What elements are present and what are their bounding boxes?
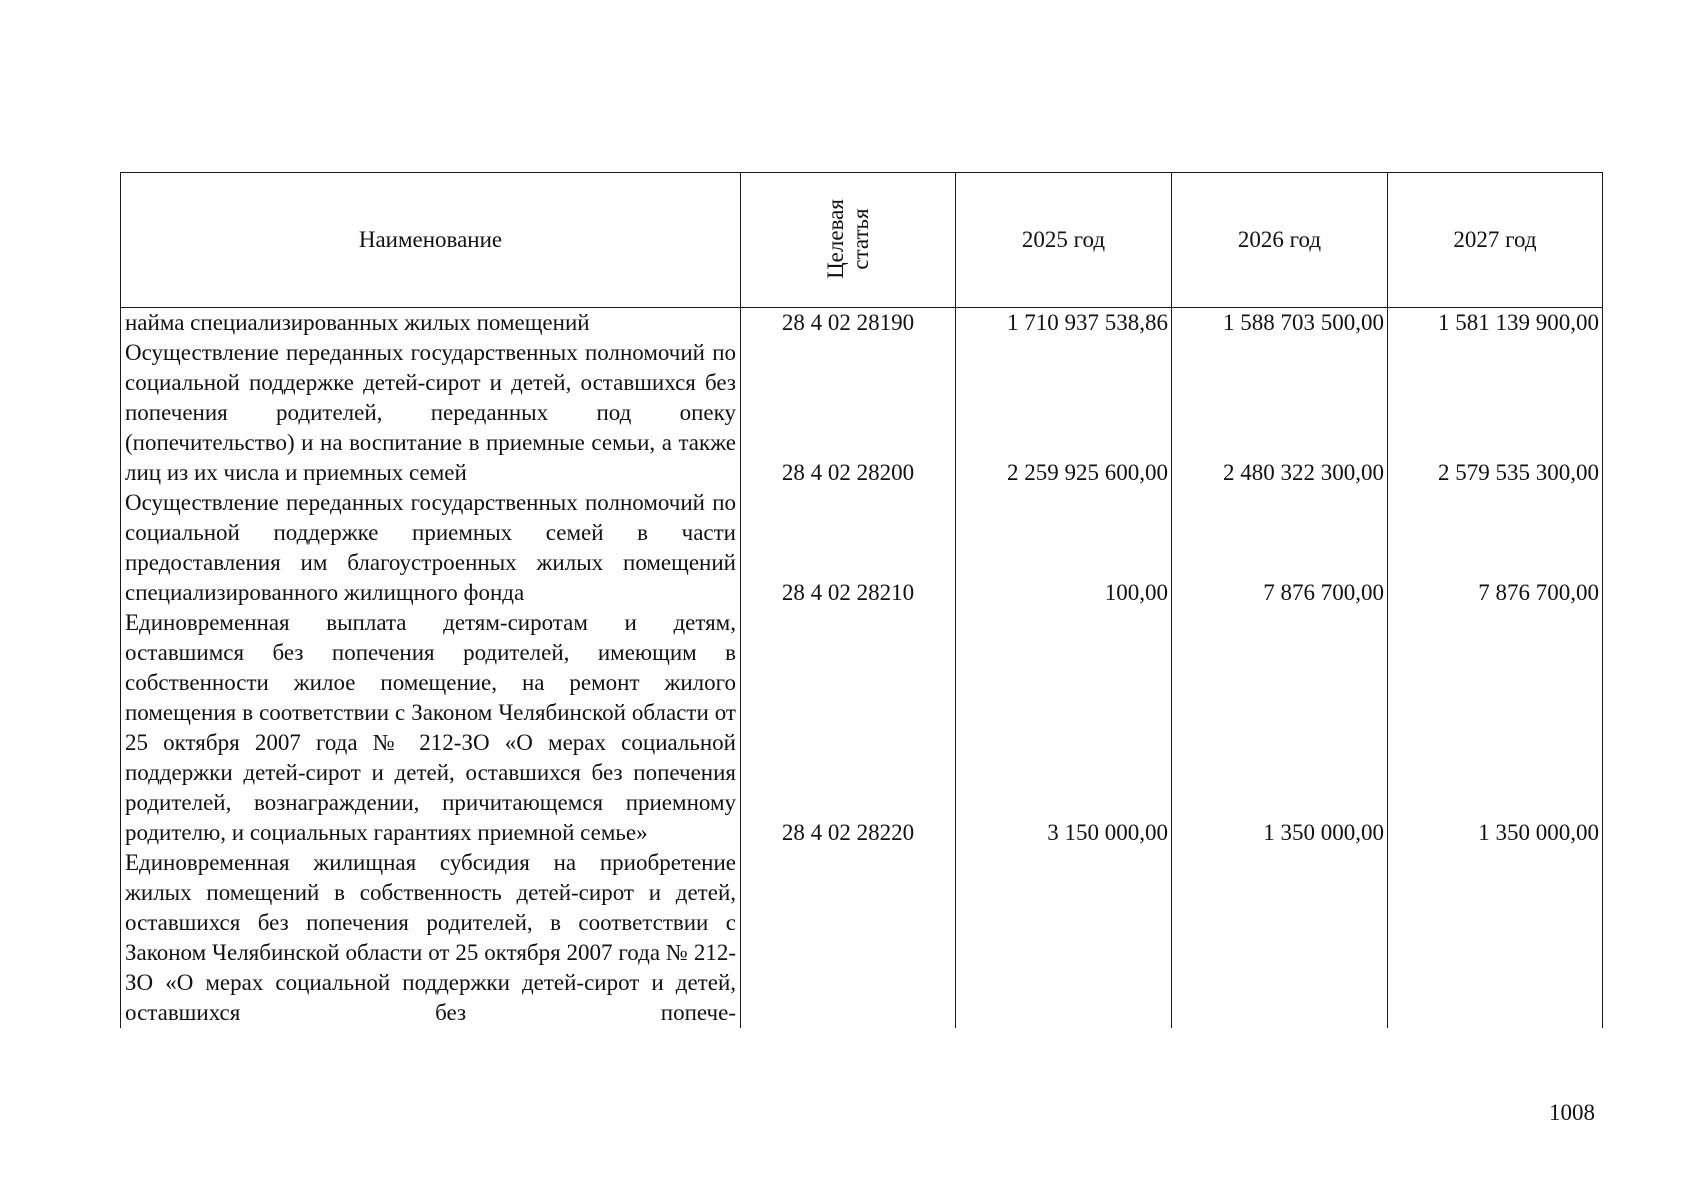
row-name: найма специализированных жилых помещений [121,308,741,339]
budget-table [120,172,1603,1028]
row-amount-2025: 100,00 [956,488,1172,608]
header-target-article-line2: статья [847,207,873,270]
row-amount-2027: 1 350 000,00 [1388,608,1603,848]
row-target-article [741,848,956,1028]
header-year-2026: 2026 год [1172,173,1388,308]
header-name: Наименование [121,173,741,308]
budget-table-container [120,172,1602,1096]
row-amount-2025: 2 259 925 600,00 [956,338,1172,488]
table-row [121,488,1603,608]
row-amount-2027: 7 876 700,00 [1388,488,1603,608]
row-amount-2025 [956,848,1172,1028]
row-amount-2026 [1172,848,1388,1028]
table-row [121,308,1603,339]
row-amount-2025: 1 710 937 538,86 [956,308,1172,339]
row-target-article: 28 4 02 28200 [741,338,956,488]
row-amount-2026: 1 588 703 500,00 [1172,308,1388,339]
table-row [121,608,1603,848]
header-target-article-line1: Целевая [822,198,848,279]
header-year-2027: 2027 год [1388,173,1603,308]
table-header [121,173,1603,308]
header-target-article-label [823,199,873,279]
table-body [121,308,1603,1029]
row-name: Единовременная выплата детям-сиротам и детям, оставшимся без попечения родителей, имеющим в собственности жилое помещение, на ремонт жилого помещения в соответствии с Законом Челябинской области от 25 октября 2007 года № 212-ЗО «О мерах социальной поддержки детей-сирот и детей, оставшихся без попечения родителей, вознаграждении, причитающемся приемному родителю, и социальных гарантиях приемной семье» [121,608,741,848]
header-row [121,173,1603,308]
row-amount-2026: 2 480 322 300,00 [1172,338,1388,488]
row-name: Осуществление переданных государственных полномочий по социальной поддержке приемных семей в части предоставления им благоустроенных жилых помещений специализированного жилищного фонда [121,488,741,608]
row-amount-2026: 1 350 000,00 [1172,608,1388,848]
header-year-2025: 2025 год [956,173,1172,308]
row-target-article: 28 4 02 28210 [741,488,956,608]
page-number: 1008 [1549,1100,1595,1125]
row-target-article: 28 4 02 28220 [741,608,956,848]
row-amount-2025: 3 150 000,00 [956,608,1172,848]
table-row [121,848,1603,1028]
row-name: Осуществление переданных государственных полномочий по социальной поддержке детей-сирот и детей, оставшихся без попечения родителей, переданных под опеку (попечительство) и на воспитание в приемные семьи, а также лиц из их числа и приемных семей [121,338,741,488]
row-name: Единовременная жилищная субсидия на приобретение жилых помещений в собственность детей-сирот и детей, оставшихся без попечения родителей, в соответствии с Законом Челябинской области от 25 октября 2007 года № 212-ЗО «О мерах социальной поддержки детей-сирот и детей, оставшихся без попече- [121,848,741,1028]
row-amount-2026: 7 876 700,00 [1172,488,1388,608]
row-target-article: 28 4 02 28190 [741,308,956,339]
row-amount-2027 [1388,848,1603,1028]
row-amount-2027: 2 579 535 300,00 [1388,338,1603,488]
table-row [121,338,1603,488]
header-target-article [741,173,956,308]
row-amount-2027: 1 581 139 900,00 [1388,308,1603,339]
